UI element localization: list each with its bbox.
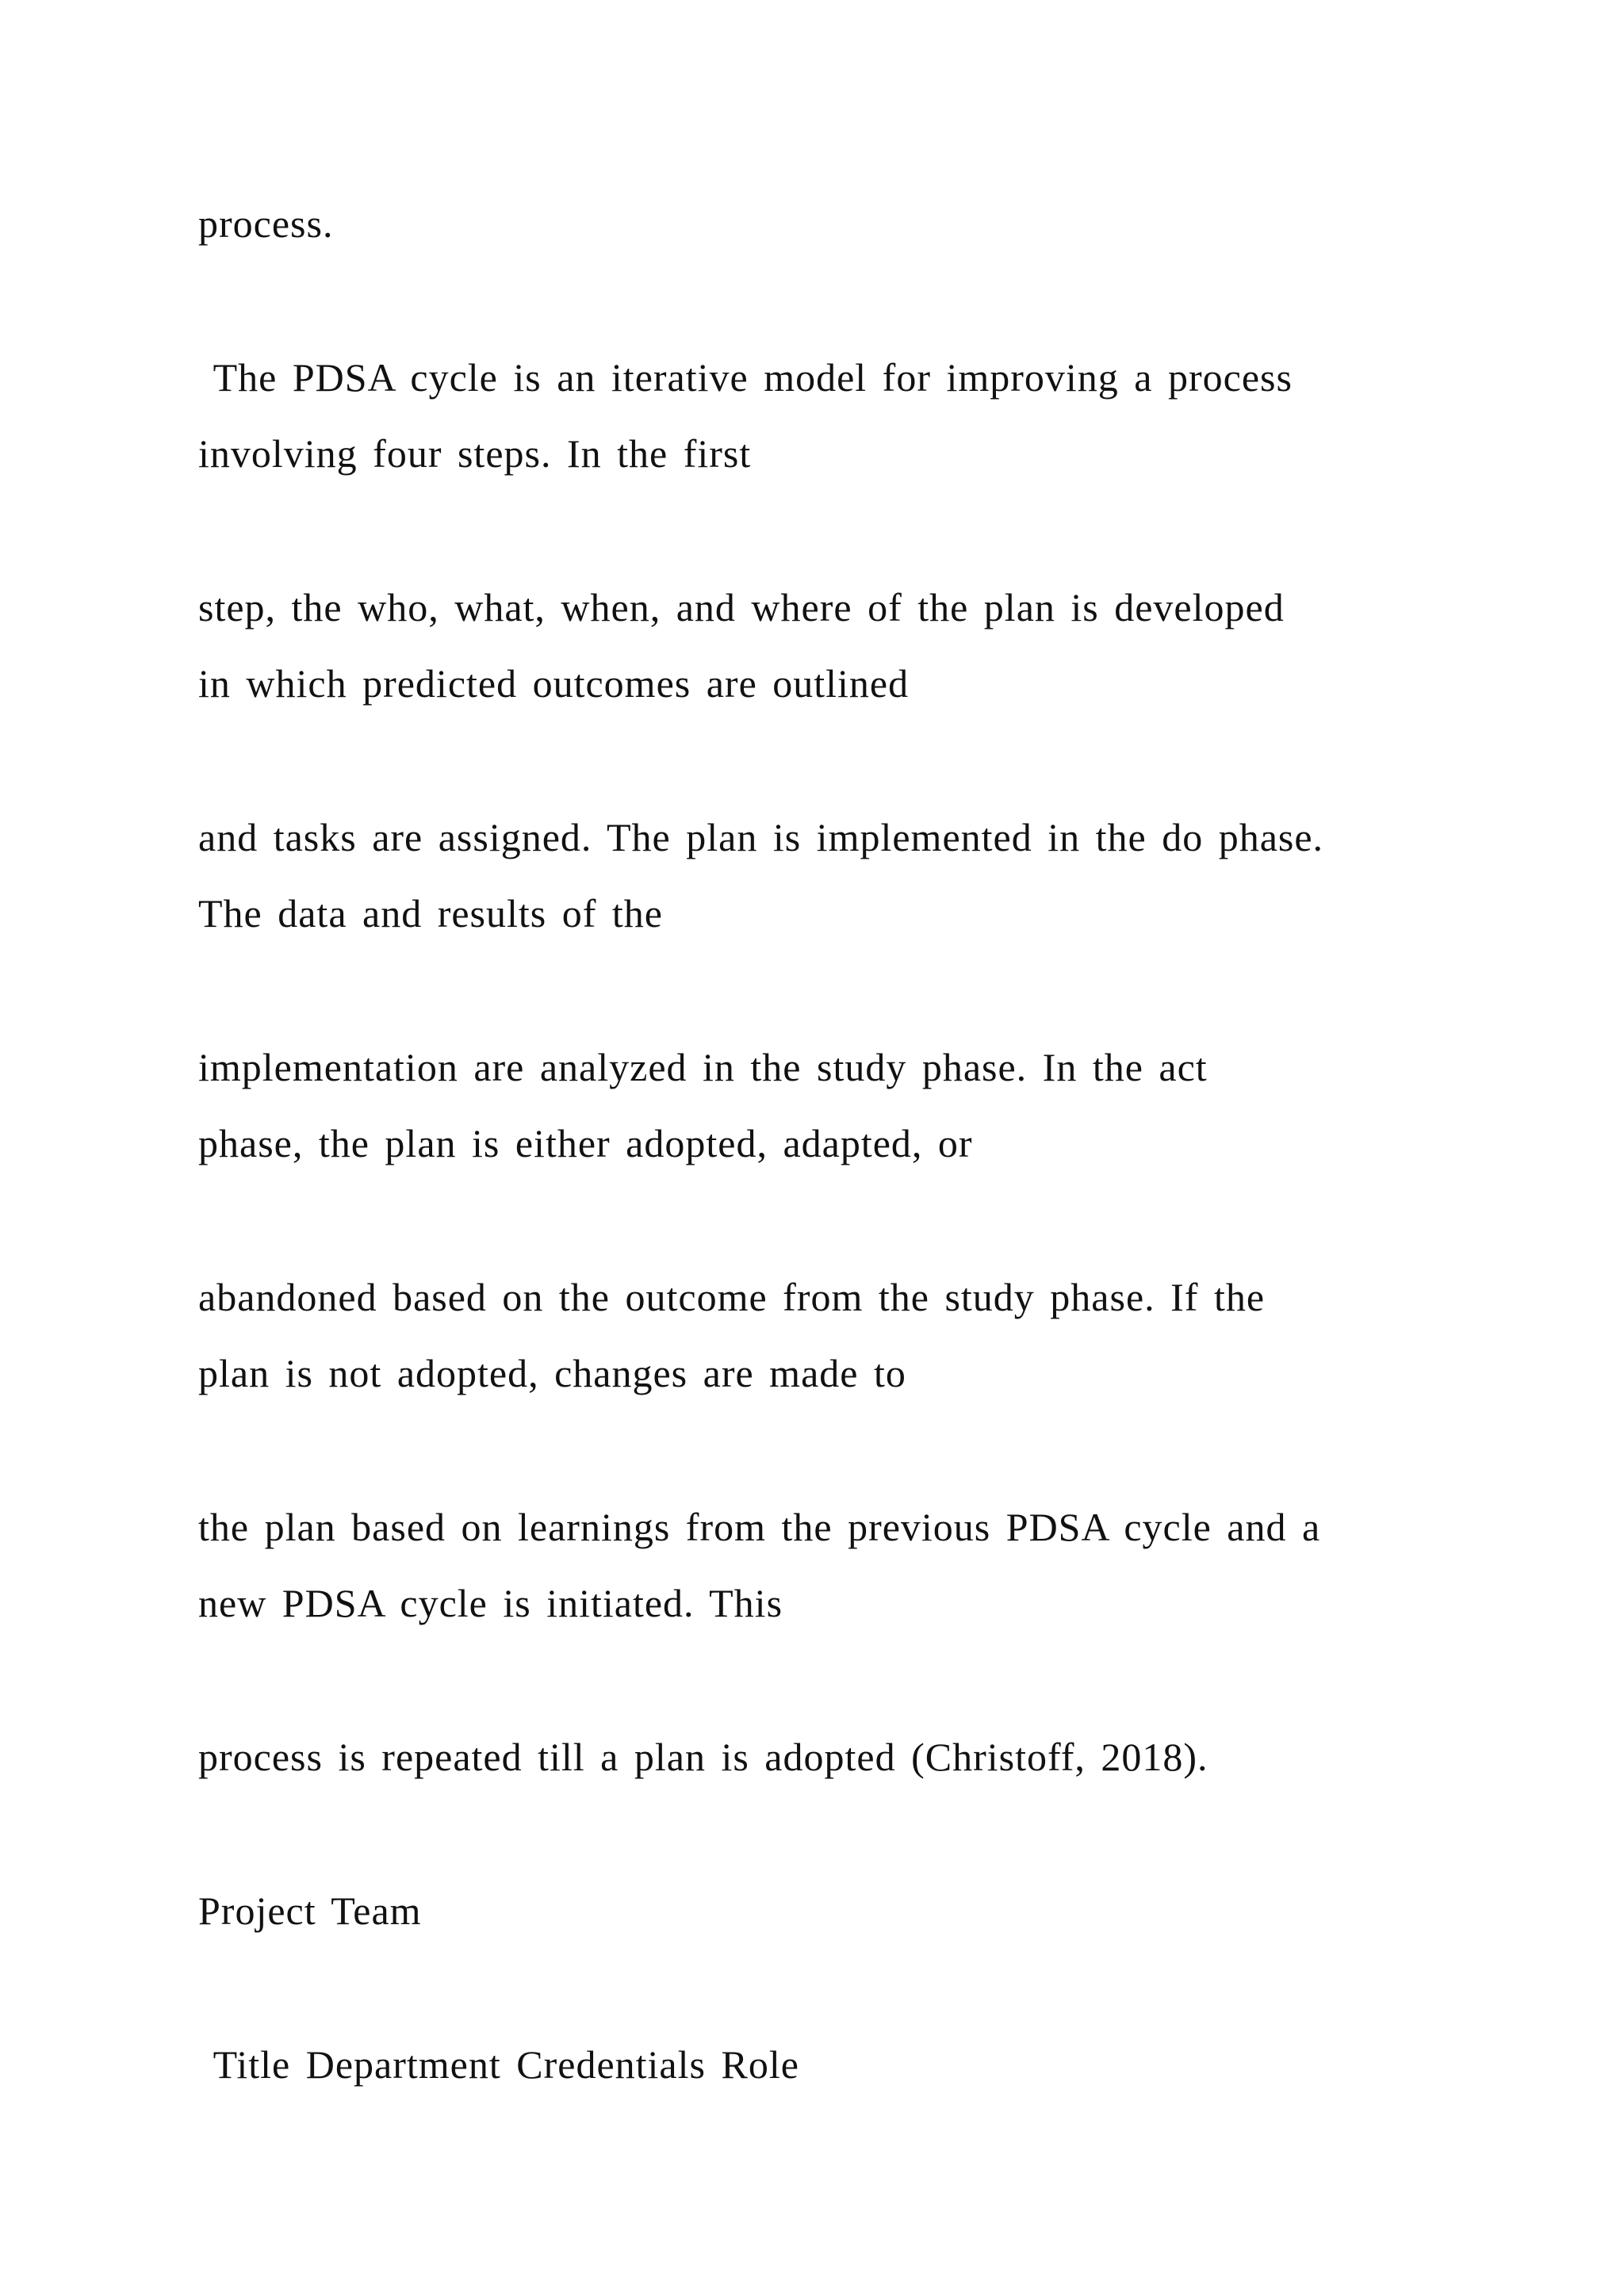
text-line-6: and tasks are assigned. The plan is implemented in the do phase. — [198, 815, 1324, 859]
text-line-7: The data and results of the — [198, 891, 663, 936]
text-line-13: new PDSA cycle is initiated. This — [198, 1581, 783, 1625]
text-line-12: the plan based on learnings from the previous PDSA cycle and a — [198, 1505, 1321, 1549]
text-line-14: process is repeated till a plan is adopted (Christoff, 2018). — [198, 1735, 1208, 1779]
text-line-3: involving four steps. In the first — [198, 431, 752, 476]
text-line-1: process. — [198, 201, 334, 246]
text-line-9: phase, the plan is either adopted, adapted, or — [198, 1121, 973, 1165]
section-heading-project-team: Project Team — [198, 1888, 422, 1933]
table-header-row: Title Department Credentials Role — [198, 2042, 799, 2087]
text-line-8: implementation are analyzed in the study phase. In the act — [198, 1045, 1208, 1089]
text-line-4: step, the who, what, when, and where of the plan is developed — [198, 585, 1285, 629]
text-line-2: The PDSA cycle is an iterative model for improving a process — [198, 355, 1293, 400]
text-line-5: in which predicted outcomes are outlined — [198, 661, 910, 706]
text-line-11: plan is not adopted, changes are made to — [198, 1351, 906, 1395]
text-line-10: abandoned based on the outcome from the study phase. If the — [198, 1275, 1266, 1319]
